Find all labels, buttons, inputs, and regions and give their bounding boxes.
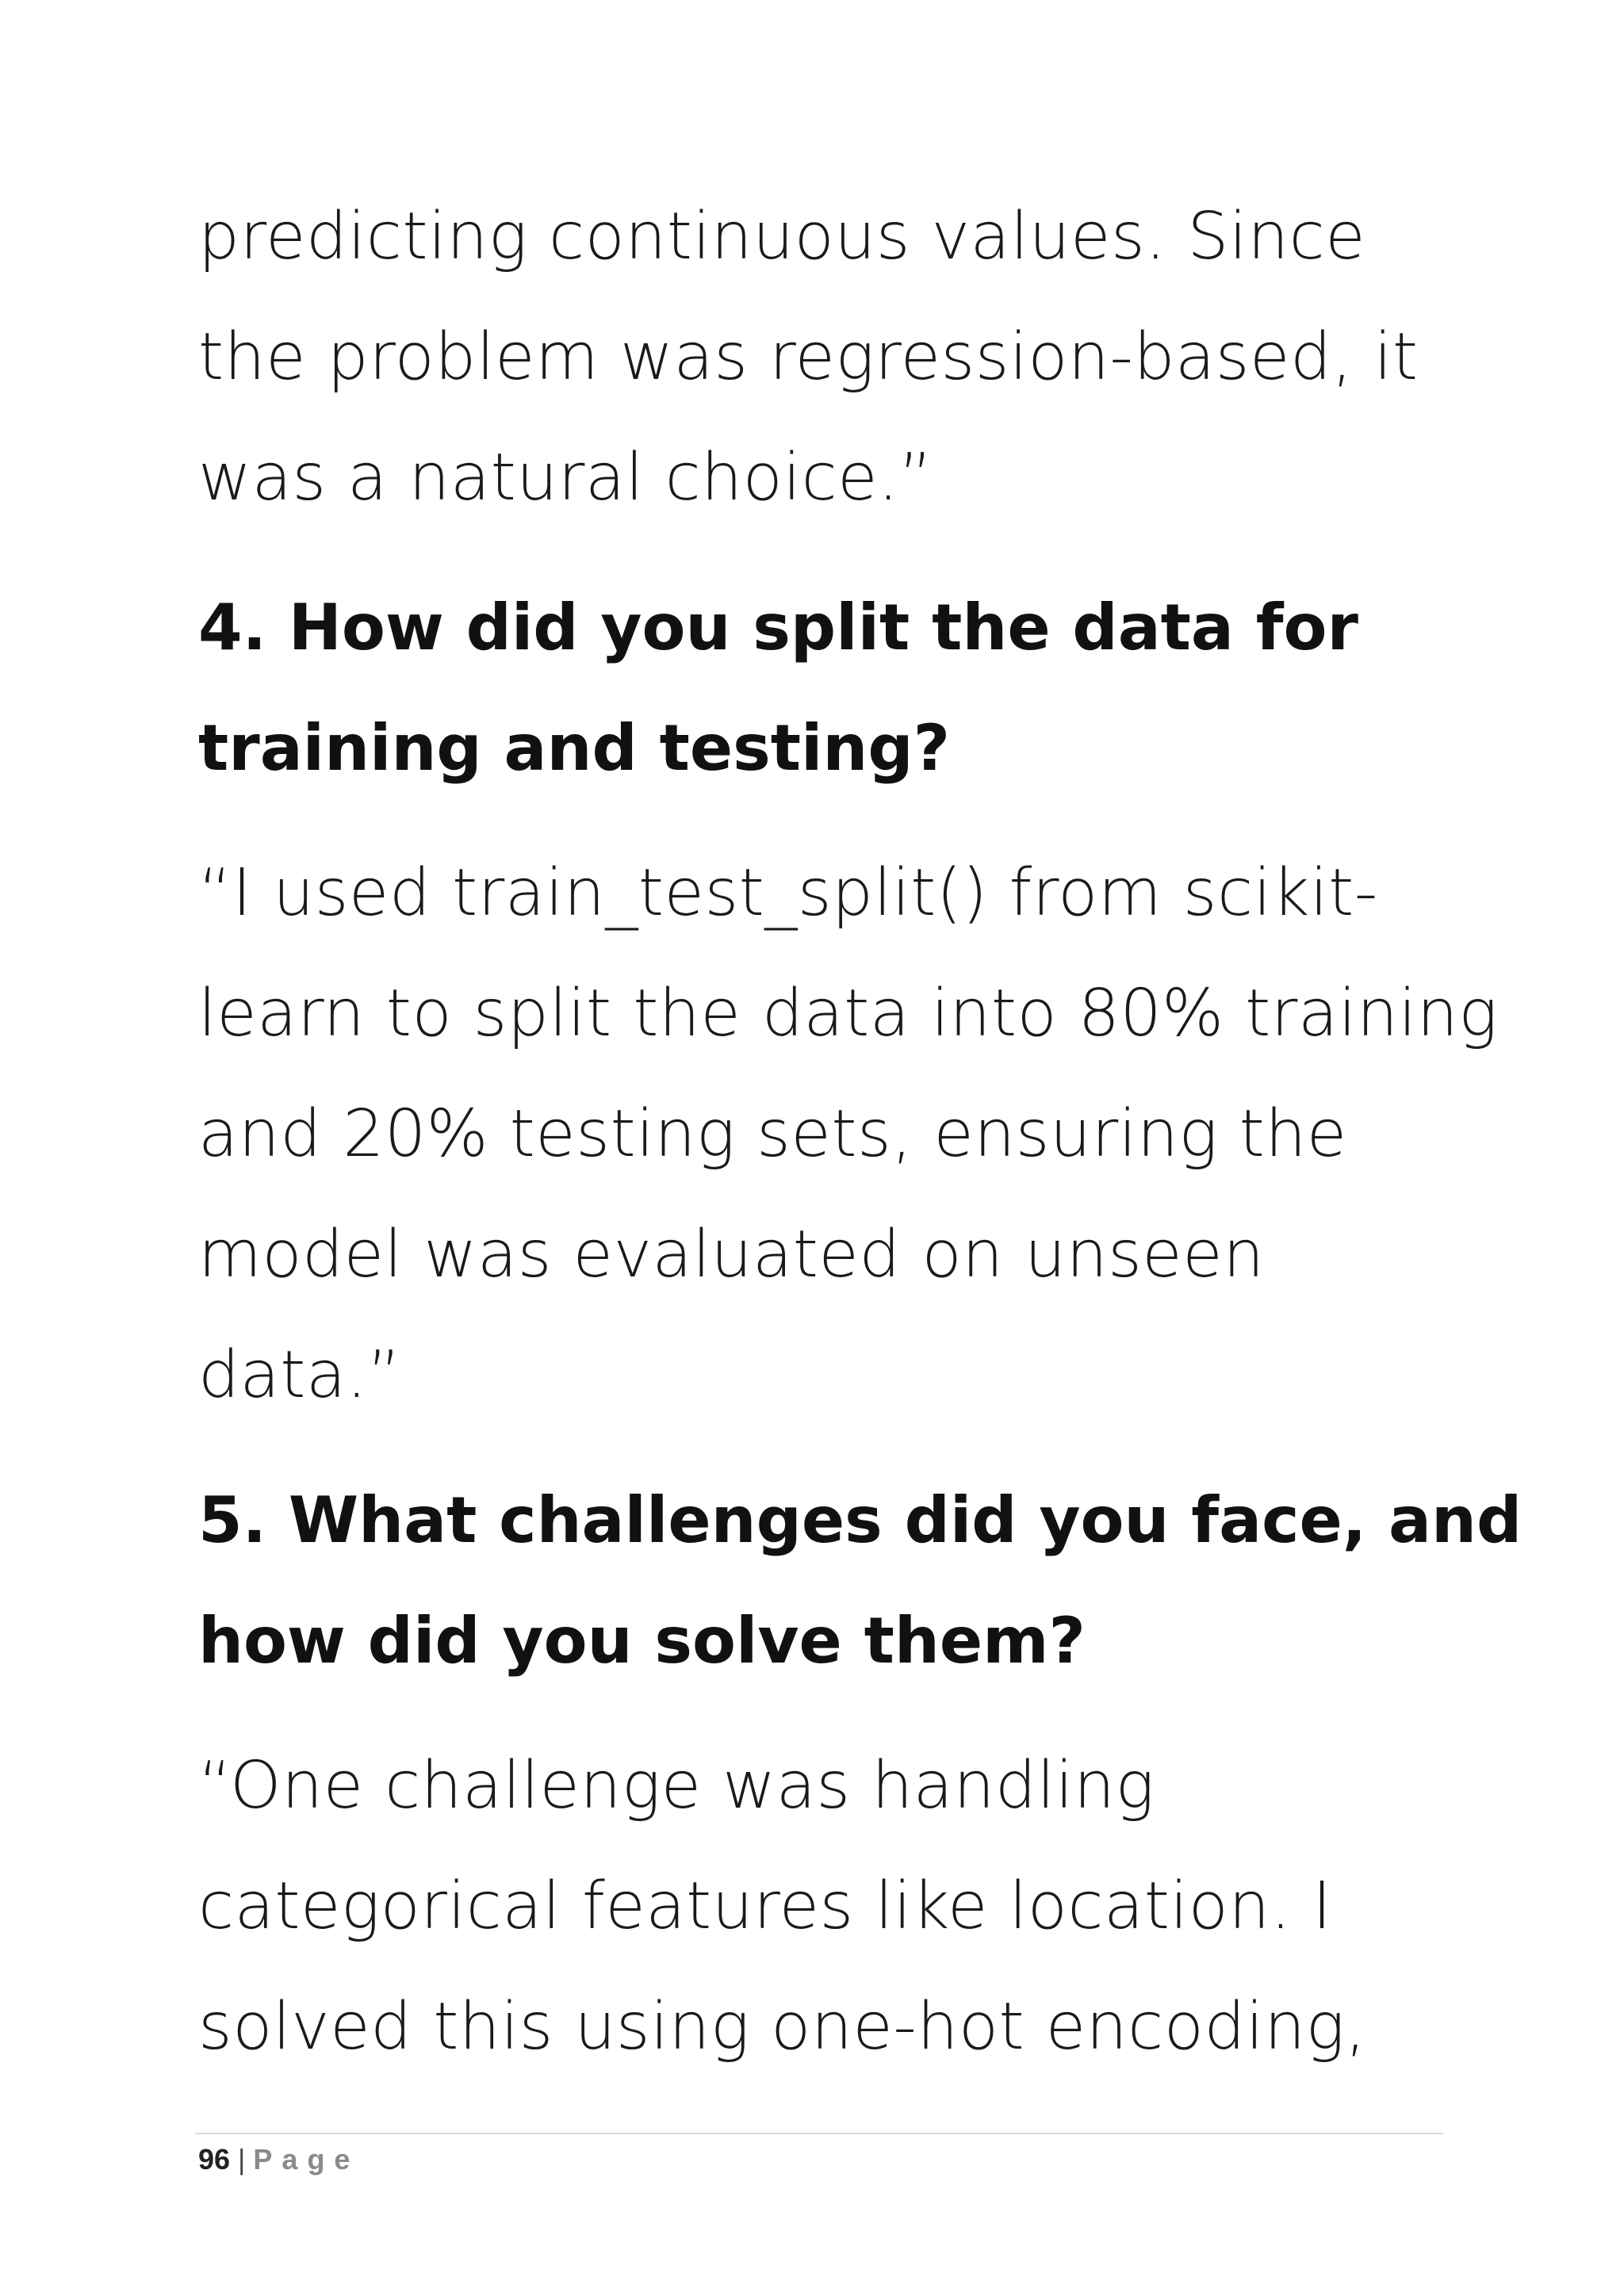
body-text-line: model was evaluated on unseen (198, 1217, 1265, 1292)
body-text-line: learn to split the data into 80% training (198, 976, 1498, 1051)
question-heading: 5. What challenges did you face, and (198, 1483, 1522, 1557)
body-text-line: data.” (198, 1337, 402, 1413)
footer-separator: | (238, 2143, 246, 2175)
question-heading: how did you solve them? (198, 1604, 1086, 1678)
body-text-line: was a natural choice.” (198, 440, 933, 515)
body-text-line: solved this using one-hot encoding, (198, 1989, 1366, 2064)
question-heading: training and testing? (198, 711, 951, 785)
page-number: 96 (198, 2143, 231, 2175)
body-text-line: the problem was regression-based, it (198, 320, 1419, 395)
body-text-line: predicting continuous values. Since (198, 199, 1366, 274)
body-text-line: “I used train_test_split() from scikit- (198, 855, 1378, 931)
body-text-line: categorical features like location. I (198, 1869, 1332, 1944)
question-heading: 4. How did you split the data for (198, 591, 1358, 664)
body-text-line: “One challenge was handling (198, 1748, 1155, 1823)
page-footer (198, 2145, 359, 2174)
footer-divider (195, 2133, 1443, 2134)
body-text-line: and 20% testing sets, ensuring the (198, 1096, 1347, 1172)
page-label: Page (253, 2143, 360, 2175)
